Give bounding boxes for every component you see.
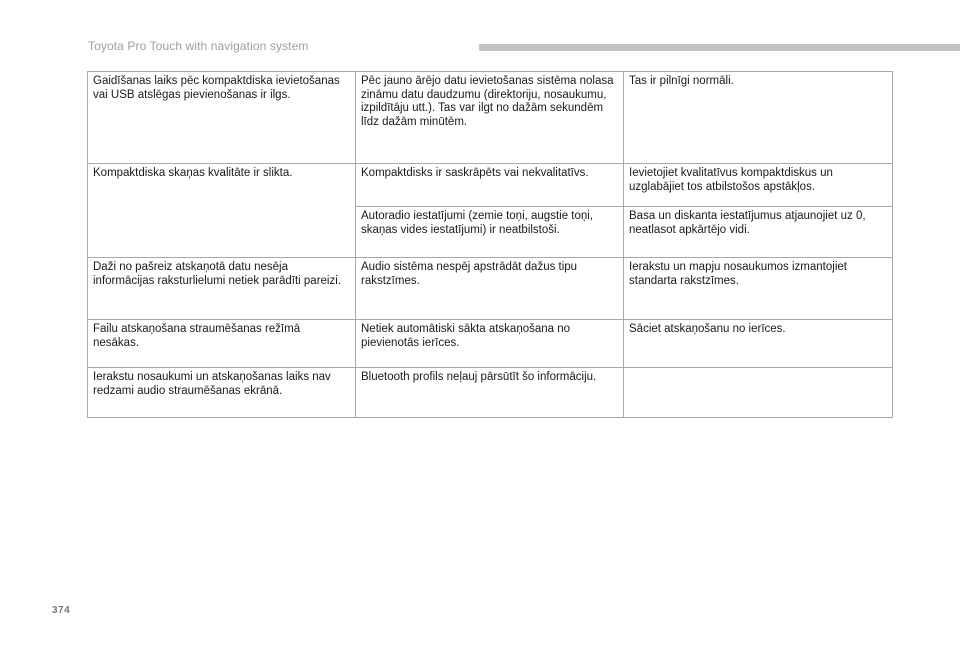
table-row xyxy=(88,258,893,320)
table-row xyxy=(88,164,893,207)
page-number: 374 xyxy=(52,605,71,616)
cause-cell: Bluetooth profils neļauj pārsūtīt šo informāciju. xyxy=(356,368,624,418)
solution-cell: Ierakstu un mapju nosaukumos izmantojiet standarta rakstzīmes. xyxy=(624,258,893,320)
solution-cell xyxy=(624,368,893,418)
solution-cell: Sāciet atskaņošanu no ierīces. xyxy=(624,320,893,368)
troubleshooting-table xyxy=(87,71,893,418)
solution-cell: Tas ir pilnīgi normāli. xyxy=(624,72,893,164)
problem-cell: Ierakstu nosaukumi un atskaņošanas laiks nav redzami audio straumēšanas ekrānā. xyxy=(88,368,356,418)
table-row xyxy=(88,320,893,368)
problem-cell: Daži no pašreiz atskaņotā datu nesēja informācijas raksturlielumi netiek parādīti pareizi. xyxy=(88,258,356,320)
solution-cell: Ievietojiet kvalitatīvus kompaktdiskus un uzglabājiet tos atbilstošos apstākļos. xyxy=(624,164,893,207)
problem-cell: Gaidīšanas laiks pēc kompaktdiska ievietošanas vai USB atslēgas pievienošanas ir ilgs. xyxy=(88,72,356,164)
table-row xyxy=(88,368,893,418)
problem-cell: Failu atskaņošana straumēšanas režīmā nesākas. xyxy=(88,320,356,368)
cause-cell: Netiek automātiski sākta atskaņošana no pievienotās ierīces. xyxy=(356,320,624,368)
cause-cell: Kompaktdisks ir saskrāpēts vai nekvalitatīvs. xyxy=(356,164,624,207)
cause-cell: Pēc jauno ārējo datu ievietošanas sistēma nolasa zināmu datu daudzumu (direktoriju, nosaukumu, izpildītāju utt.). Tas var ilgt no dažām sekundēm līdz dažām minūtēm. xyxy=(356,72,624,164)
page-header-title: Toyota Pro Touch with navigation system xyxy=(88,39,309,53)
header-divider-bar xyxy=(479,44,960,51)
cause-cell: Audio sistēma nespēj apstrādāt dažus tipu rakstzīmes. xyxy=(356,258,624,320)
solution-cell: Basa un diskanta iestatījumus atjaunojiet uz 0, neatlasot apkārtējo vidi. xyxy=(624,207,893,258)
cause-cell: Autoradio iestatījumi (zemie toņi, augstie toņi, skaņas vides iestatījumi) ir neatbilstoši. xyxy=(356,207,624,258)
problem-cell: Kompaktdiska skaņas kvalitāte ir slikta. xyxy=(88,164,356,258)
table-row xyxy=(88,72,893,164)
